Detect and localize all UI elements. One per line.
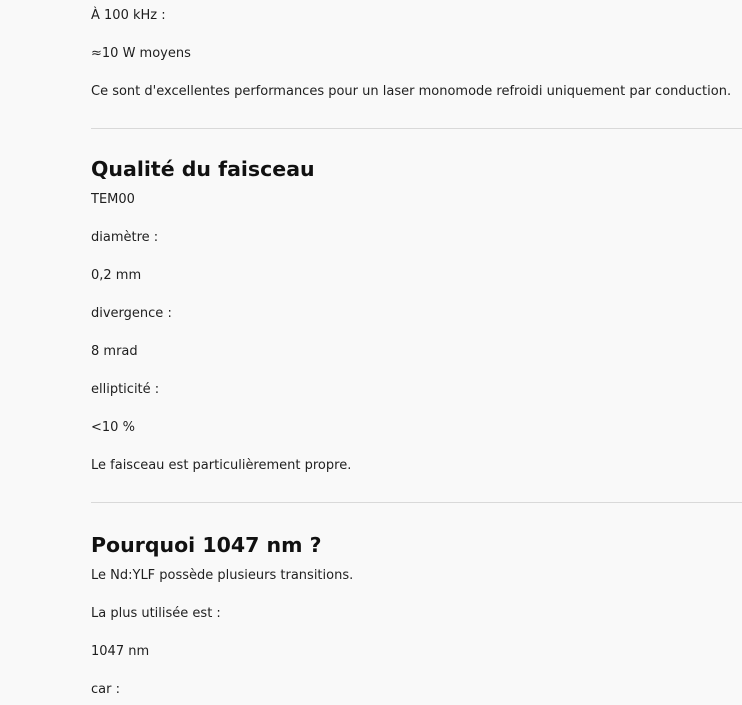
paragraph-most-used: La plus utilisée est : [91,606,221,621]
paragraph-performance-summary: Ce sont d'excellentes performances pour un laser monomode refroidi uniquement par conduction. [91,84,732,99]
section-divider [91,502,742,503]
paragraph-ellipticity-value: <10 % [91,420,135,435]
section-heading-wavelength: Pourquoi 1047 nm ? [91,533,322,557]
paragraph-ellipticity-label: ellipticité : [91,382,160,397]
paragraph-because: car : [91,682,120,697]
section-divider [91,128,742,129]
paragraph-transitions: Le Nd:YLF possède plusieurs transitions. [91,568,354,583]
paragraph-diameter-label: diamètre : [91,230,159,245]
paragraph-beam-conclusion: Le faisceau est particulièrement propre. [91,458,352,473]
paragraph-wavelength-value: 1047 nm [91,644,150,659]
paragraph-diameter-value: 0,2 mm [91,268,142,283]
section-heading-beam-quality: Qualité du faisceau [91,157,315,181]
paragraph-average-power: ≈10 W moyens [91,46,191,61]
document-content [91,0,742,699]
paragraph-frequency: À 100 kHz : [91,8,166,23]
paragraph-mode: TEM00 [91,192,135,207]
paragraph-divergence-label: divergence : [91,306,172,321]
paragraph-divergence-value: 8 mrad [91,344,138,359]
